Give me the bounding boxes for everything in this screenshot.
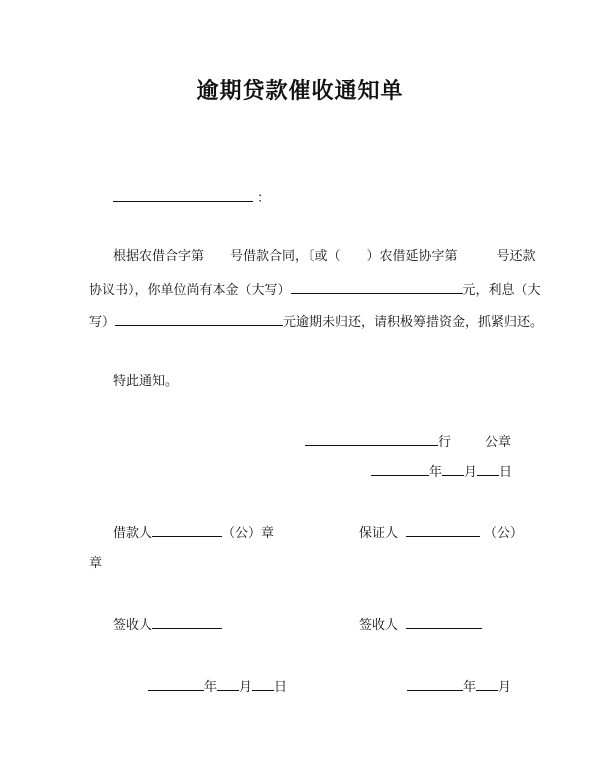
guarantor-blank: [406, 523, 480, 537]
notice-text: 特此通知。: [113, 374, 179, 389]
year-label: 年: [429, 465, 443, 480]
borrower-date-line: [148, 677, 287, 697]
borrower-line: [113, 523, 274, 543]
guarantor-month-blank: [476, 677, 498, 691]
guarantor-signee-blank: [406, 615, 482, 629]
paragraph-line-1: 根据农借合字第 号借款合同，〔或（ ）农借延协字第 号还款: [113, 249, 536, 264]
principal-label: 协议书），你单位尚有本金（大写）: [89, 283, 291, 298]
month-blank: [442, 462, 464, 476]
borrower-signee-blank: [152, 615, 222, 629]
month-label: 月: [464, 465, 478, 480]
guarantor-seal: （公）: [484, 526, 524, 541]
bank-label: 行: [438, 435, 452, 450]
bank-name-blank: [305, 432, 438, 446]
guarantor-signee-line: [359, 615, 482, 635]
principal-amount-blank: [291, 280, 463, 294]
borrower-year-blank: [148, 677, 204, 691]
overdue-text: 元逾期未归还，请积极筹措资金，抓紧归还。: [283, 315, 544, 330]
guarantor-seal-cont: 章: [89, 556, 103, 571]
day-blank: [477, 462, 499, 476]
borrower-signee-line: [113, 615, 222, 635]
guarantor-signee-label: 签收人: [359, 618, 399, 633]
guarantor-date-line: [407, 677, 511, 697]
guarantor-month-label: 月: [498, 680, 512, 695]
borrower-blank: [152, 523, 222, 537]
borrower-label: 借款人: [113, 526, 153, 541]
interest-label: 元，利息（大: [462, 283, 541, 298]
paragraph-line-3: [89, 312, 543, 332]
addressee-colon: ：: [257, 191, 271, 206]
bank-seal-line: [305, 432, 511, 452]
guarantor-year-label: 年: [463, 680, 477, 695]
borrower-day-blank: [252, 677, 274, 691]
interest-amount-blank: [115, 312, 283, 326]
interest-label-cont: 写）: [89, 315, 116, 330]
year-blank: [371, 462, 429, 476]
paragraph-line-2: [89, 280, 541, 300]
guarantor-year-blank: [407, 677, 463, 691]
guarantor-line: [359, 523, 523, 543]
document-title: 逾期贷款催收通知单: [196, 79, 404, 104]
addressee-blank: [113, 188, 253, 202]
borrower-day-label: 日: [274, 680, 288, 695]
guarantor-label: 保证人: [359, 526, 399, 541]
addressee-line: [113, 188, 270, 208]
day-label: 日: [499, 465, 513, 480]
borrower-seal: （公）章: [222, 526, 275, 541]
borrower-year-label: 年: [204, 680, 218, 695]
bank-date-line: [371, 462, 512, 482]
borrower-month-label: 月: [239, 680, 253, 695]
borrower-month-blank: [217, 677, 239, 691]
seal-label: 公章: [485, 435, 512, 450]
borrower-signee-label: 签收人: [113, 618, 153, 633]
